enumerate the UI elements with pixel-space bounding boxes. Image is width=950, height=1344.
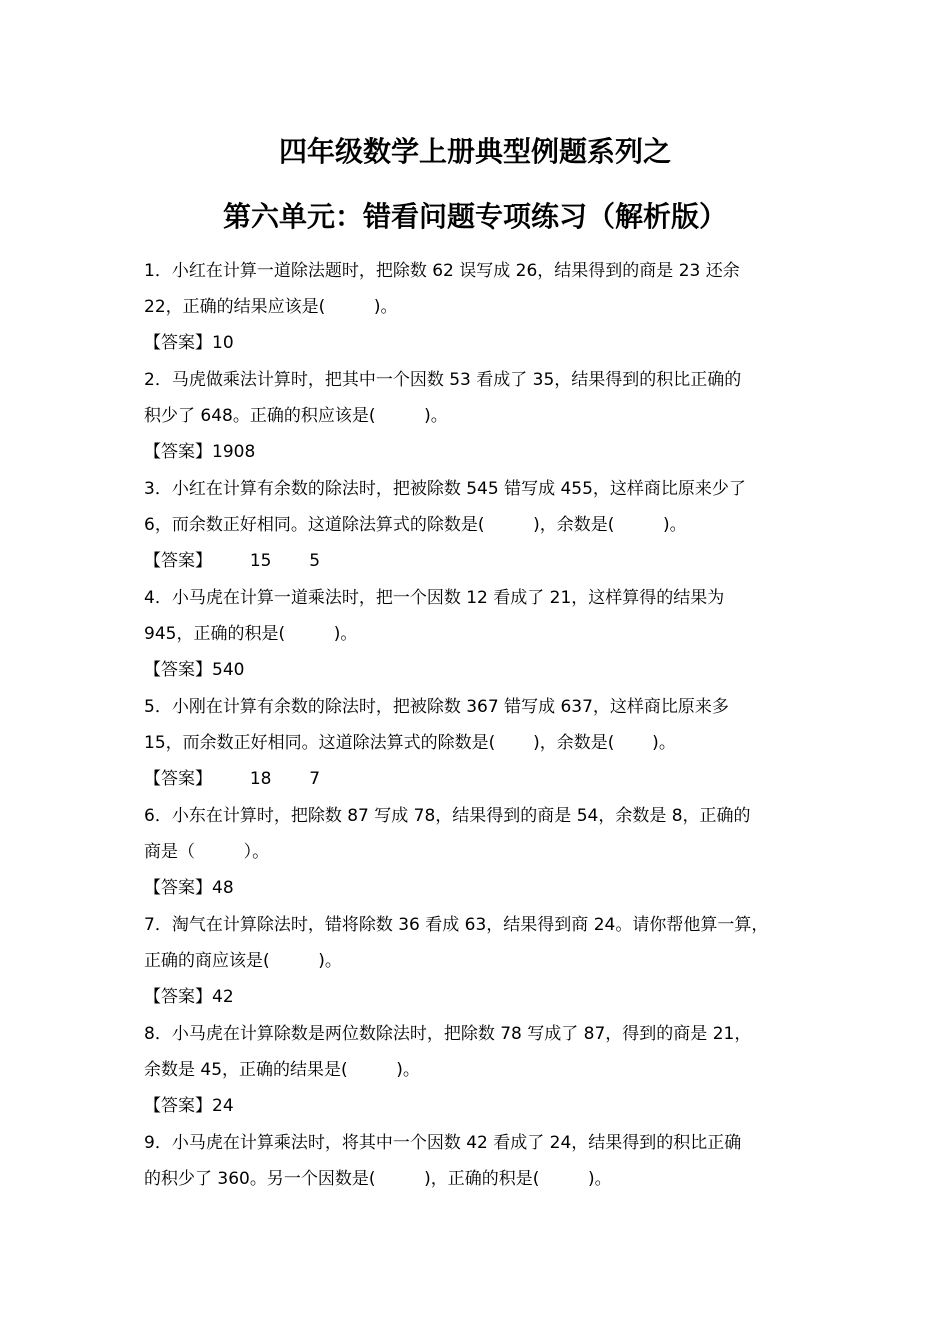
question-8-answer: 【答案】24: [144, 1096, 234, 1116]
question-8-line-1: 8．小马虎在计算除数是两位数除法时，把除数 78 写成了 87，得到的商是 21，: [144, 1024, 752, 1044]
question-1-answer: 【答案】10: [144, 333, 234, 353]
question-6-answer: 【答案】48: [144, 878, 234, 898]
question-2-line-1: 2．马虎做乘法计算时，把其中一个因数 53 看成了 35，结果得到的积比正确的: [144, 370, 742, 390]
question-3-answer: 【答案】 15 5: [144, 551, 321, 571]
question-4-answer: 【答案】540: [144, 660, 245, 680]
question-5-answer: 【答案】 18 7: [144, 769, 321, 789]
question-3-line-1: 3．小红在计算有余数的除法时，把被除数 545 错写成 455，这样商比原来少了: [144, 479, 746, 499]
question-5-line-1: 5．小刚在计算有余数的除法时，把被除数 367 错写成 637，这样商比原来多: [144, 697, 729, 717]
question-9-line-2: 的积少了 360。另一个因数是( )，正确的积是( )。: [144, 1169, 612, 1189]
question-3-line-2: 6，而余数正好相同。这道除法算式的除数是( )，余数是( )。: [144, 515, 687, 535]
document-subtitle: 第六单元：错看问题专项练习（解析版）: [222, 200, 727, 233]
question-7-line-1: 7．淘气在计算除法时，错将除数 36 看成 63，结果得到商 24。请你帮他算一算，: [144, 915, 769, 935]
question-2-line-2: 积少了 648。正确的积应该是( )。: [144, 406, 448, 426]
question-4-line-1: 4．小马虎在计算一道乘法时，把一个因数 12 看成了 21，这样算得的结果为: [144, 588, 725, 608]
question-6-line-1: 6．小东在计算时，把除数 87 写成 78，结果得到的商是 54，余数是 8，正确的: [144, 806, 751, 826]
question-7-line-2: 正确的商应该是( )。: [144, 951, 342, 971]
question-5-line-2: 15，而余数正好相同。这道除法算式的除数是( )，余数是( )。: [144, 733, 676, 753]
question-1-line-1: 1．小红在计算一道除法题时，把除数 62 误写成 26，结果得到的商是 23 还余: [144, 261, 740, 281]
document-title: 四年级数学上册典型例题系列之: [278, 135, 671, 168]
question-9-line-1: 9．小马虎在计算乘法时，将其中一个因数 42 看成了 24，结果得到的积比正确: [144, 1133, 742, 1153]
question-8-line-2: 余数是 45，正确的结果是( )。: [144, 1060, 420, 1080]
question-1-line-2: 22，正确的结果应该是( )。: [144, 297, 398, 317]
question-2-answer: 【答案】1908: [144, 442, 256, 462]
question-4-line-2: 945，正确的积是( )。: [144, 624, 358, 644]
question-7-answer: 【答案】42: [144, 987, 234, 1007]
question-6-line-2: 商是（ ）。: [144, 842, 270, 862]
